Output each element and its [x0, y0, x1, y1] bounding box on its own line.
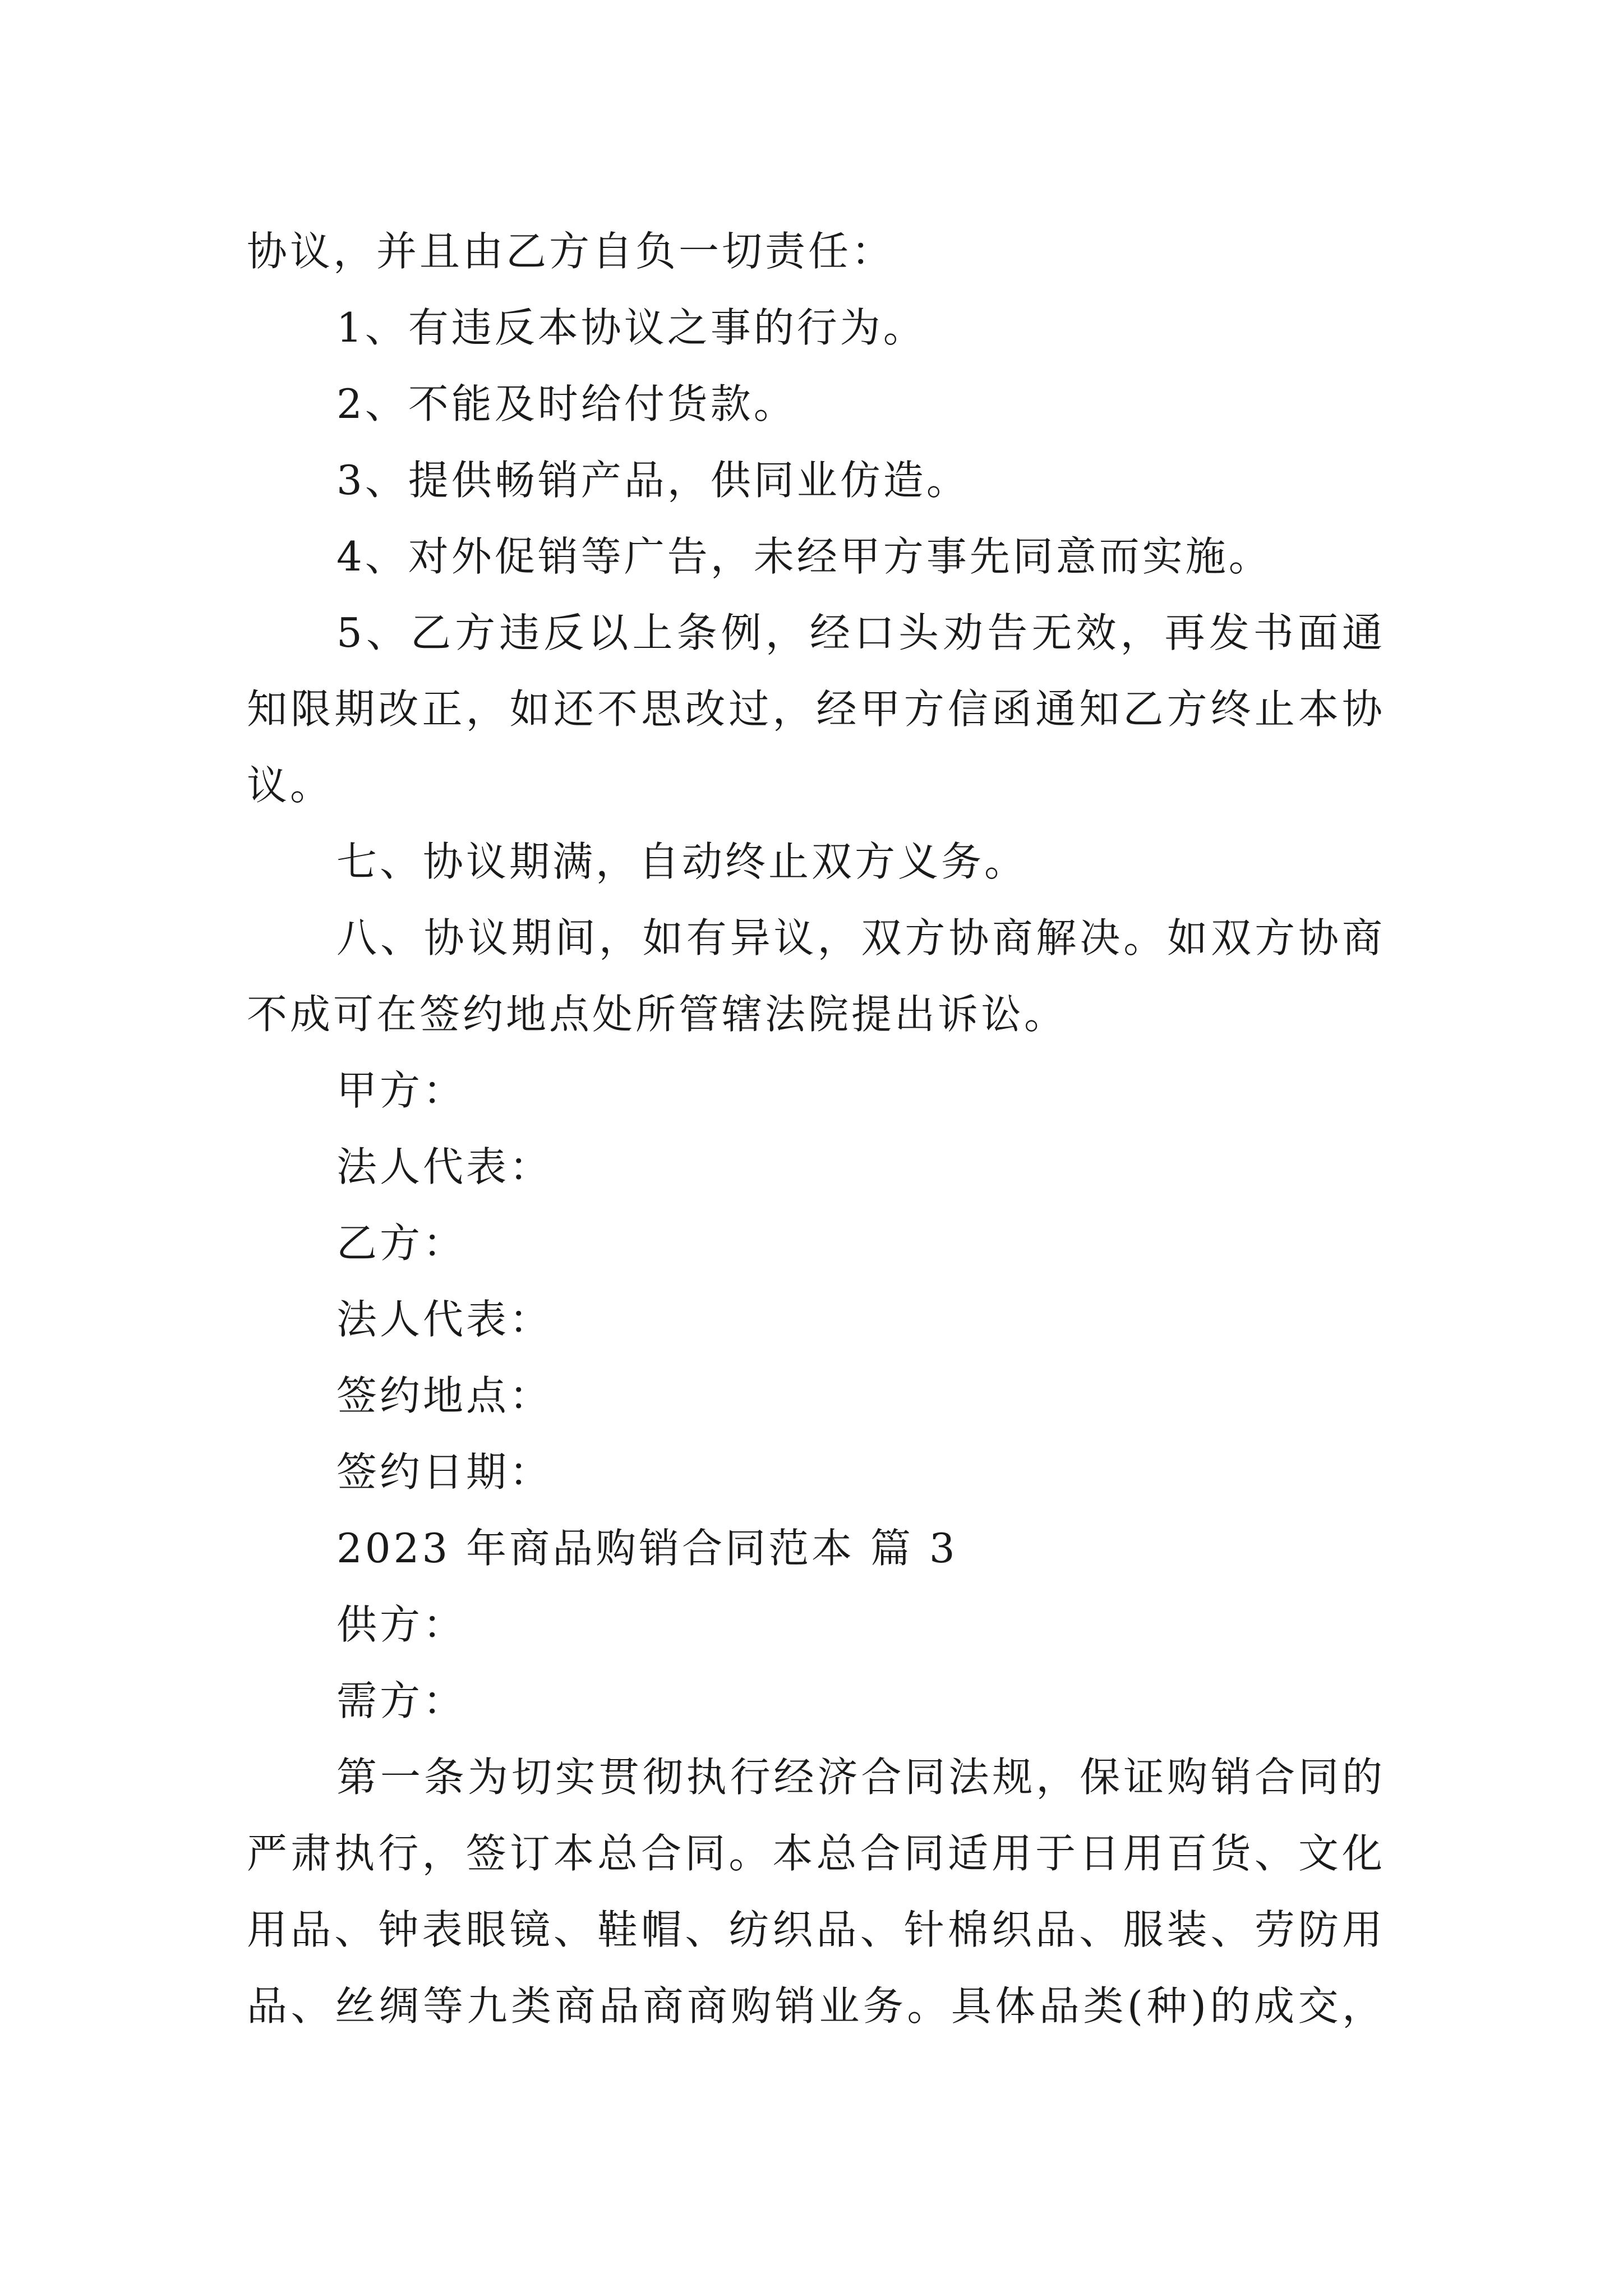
text-line: 不成可在签约地点处所管辖法院提出诉讼。 — [247, 991, 1068, 1038]
document-body — [247, 213, 1385, 2044]
text-line: 需方： — [336, 1677, 467, 1724]
text-line: 知限期改正，如还不思改过，经甲方信函通知乙方终止本协 — [247, 685, 1385, 733]
text-line: 八、协议期间，如有异议，双方协商解决。如双方协商 — [336, 914, 1385, 961]
text-line: 协议，并且由乙方自负一切责任： — [247, 228, 895, 275]
text-line: 七、协议期满，自动终止双方义务。 — [336, 838, 1028, 885]
text-line: 签约日期： — [336, 1448, 553, 1496]
text-line: 2023 年商品购销合同范本 篇 3 — [336, 1525, 958, 1572]
text-line: 甲方： — [336, 1067, 467, 1114]
text-line: 法人代表： — [336, 1143, 553, 1190]
text-line: 1、有违反本协议之事的行为。 — [336, 304, 926, 351]
text-line: 供方： — [336, 1601, 467, 1648]
text-line: 法人代表： — [336, 1296, 553, 1343]
text-line: 5、乙方违反以上条例，经口头劝告无效，再发书面通 — [336, 609, 1385, 656]
text-line: 严肃执行，签订本总合同。本总合同适用于日用百货、文化 — [247, 1830, 1385, 1877]
text-line: 品、丝绸等九类商品商商购销业务。具体品类(种)的成交， — [247, 1982, 1385, 2030]
text-line: 4、对外促销等广告，未经甲方事先同意而实施。 — [336, 533, 1272, 580]
text-line: 用品、钟表眼镜、鞋帽、纺织品、针棉织品、服装、劳防用 — [247, 1906, 1385, 1953]
text-line: 3、提供畅销产品，供同业仿造。 — [336, 457, 970, 504]
text-line: 2、不能及时给付货款。 — [336, 380, 797, 427]
text-line: 议。 — [247, 762, 334, 809]
text-line: 签约地点： — [336, 1372, 553, 1419]
text-line: 第一条为切实贯彻执行经济合同法规，保证购销合同的 — [336, 1754, 1385, 1801]
text-line: 乙方： — [336, 1220, 467, 1267]
